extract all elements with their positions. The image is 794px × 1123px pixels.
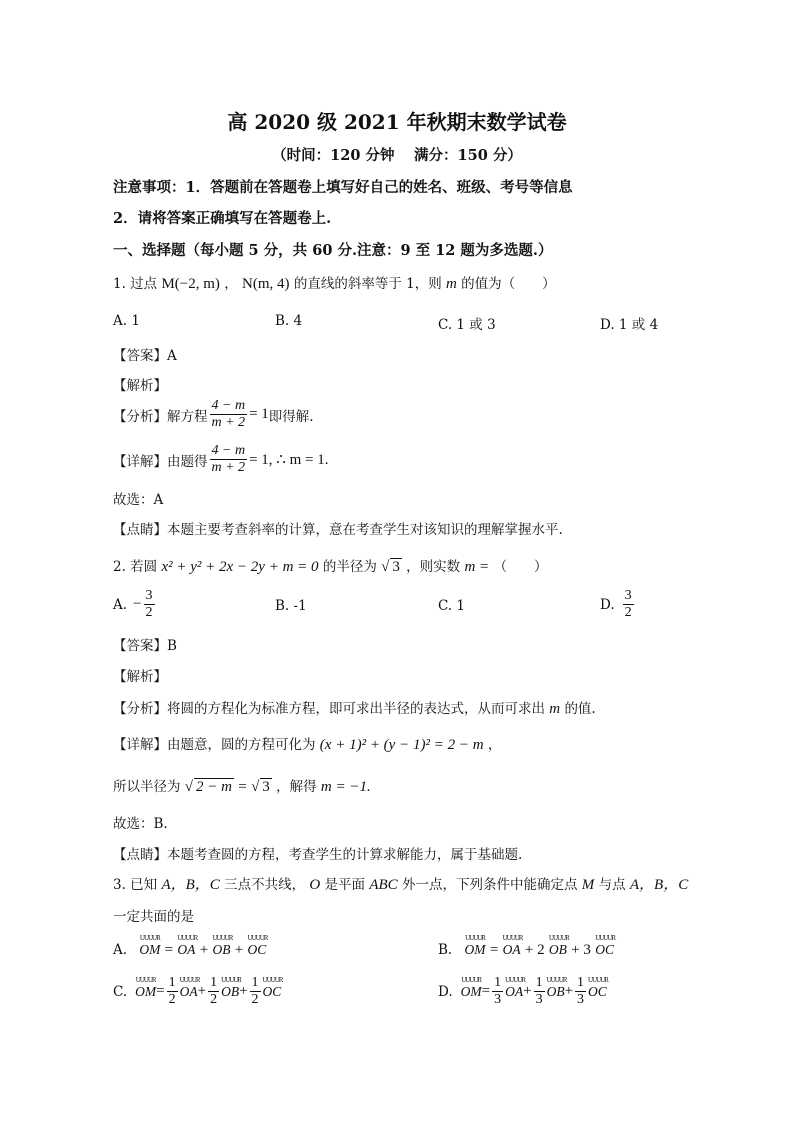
q1-xiangjie-fraction	[210, 443, 248, 476]
q2-guxuan: 故选：B.	[113, 816, 168, 832]
q3-d-eq: =	[481, 983, 491, 999]
vector-oc-label: OC	[588, 983, 607, 999]
q1-fenxi-fraction	[210, 398, 248, 431]
frac-num: 1	[168, 975, 176, 990]
q3-opt-a-prefix: A.	[113, 942, 128, 958]
q2-option-d	[600, 588, 636, 621]
vector-om	[460, 975, 482, 1000]
q1-option-b: B. 4	[275, 313, 303, 329]
vector-ob	[548, 934, 569, 958]
q2-xiangjie-tail: ，	[487, 737, 502, 753]
vector-oc	[588, 975, 608, 1000]
q1-comma: ，	[224, 276, 238, 292]
q2-opt-d-num: 3	[624, 588, 632, 603]
q3-c-half-2	[208, 975, 219, 1008]
vector-om	[464, 934, 486, 958]
q3-c-half-3	[250, 975, 261, 1008]
q1-var-m: m	[446, 276, 457, 292]
q1-xiangjie	[113, 443, 328, 476]
vector-ob	[221, 975, 241, 1000]
q1-stem-b: 的直线的斜率等于 1，则	[293, 276, 442, 292]
vector-om-label: OM	[464, 942, 486, 957]
frac-num: 1	[577, 975, 585, 990]
vector-arrow-glyph: UUUUR	[595, 934, 616, 942]
q2-radius: 3	[392, 559, 400, 575]
vector-arrow-glyph: UUUUR	[135, 975, 156, 984]
vector-arrow-glyph: UUUUR	[247, 934, 268, 942]
q1-xiangjie-frac-num: 4 − m	[211, 443, 246, 458]
q2-xiangjie	[113, 733, 501, 754]
q3-line1-d: 外一点，下列条件中能确定点	[401, 877, 578, 893]
q2-opt-a-prefix: A.	[113, 596, 128, 613]
vector-arrow-glyph: UUUUR	[502, 934, 523, 942]
vector-arrow-glyph: UUUUR	[139, 934, 160, 942]
frac-den: 2	[168, 992, 176, 1007]
q2-stem-c: ，则实数	[406, 559, 461, 575]
vector-om-label: OM	[460, 983, 482, 999]
q1-option-c: C. 1 或 3	[438, 317, 496, 333]
q2-suoyi-label: 所以半径为	[113, 779, 181, 795]
q2-fenxi-tail: 的值.	[564, 701, 596, 717]
q3-a-eq: =	[164, 942, 174, 958]
vector-ob	[212, 934, 233, 958]
q3-d-third-1	[492, 975, 503, 1008]
q3-o: O	[309, 877, 321, 893]
frac-den: 3	[494, 992, 502, 1007]
q2-stem-b: 的半径为	[322, 559, 377, 575]
vector-ob-label: OB	[221, 983, 240, 999]
frac-num: 1	[494, 975, 502, 990]
q3-c-plus-1: +	[197, 983, 207, 999]
vector-arrow-glyph: UUUUR	[546, 975, 567, 984]
q3-d-plus-2: +	[564, 983, 574, 999]
q2-dianjing: 【点睛】本题考查圆的方程，考查学生的计算求解能力，属于基础题.	[113, 847, 523, 863]
vector-om-label: OM	[139, 942, 161, 957]
vector-arrow-glyph: UUUUR	[588, 975, 608, 984]
q2-opt-a-num: 3	[145, 588, 153, 603]
q2-stem	[113, 555, 547, 576]
vector-oc	[247, 934, 268, 958]
q2-jiexi: 【解析】	[113, 669, 167, 685]
q3-c-plus-2: +	[239, 983, 248, 999]
q3-line1-a: 3. 已知	[113, 877, 158, 893]
q1-option-d: D. 1 或 4	[600, 317, 659, 333]
q3-line1-b: 三点不共线，	[224, 877, 306, 893]
vector-oc-label: OC	[262, 983, 282, 999]
q1-point-m: M(−2, m)	[161, 276, 220, 292]
q1-guxuan: 故选：A	[113, 492, 164, 508]
q2-suoyi-tail: ，解得	[276, 779, 317, 795]
q3-b-plus-2: + 2	[524, 942, 545, 958]
vector-ob-label: OB	[546, 983, 565, 999]
q2-stem-a: 2. 若圆	[113, 559, 158, 575]
vector-ob-label: OB	[212, 942, 231, 957]
q2-opt-a-den: 2	[145, 605, 153, 620]
exam-subtitle: （时间：120 分钟 满分：150 分）	[272, 147, 522, 164]
vector-oa	[502, 934, 523, 958]
q2-option-a	[113, 588, 157, 621]
q2-suoyi-result: m = −1.	[320, 779, 371, 795]
q3-d-plus-1: +	[523, 983, 532, 999]
vector-arrow-glyph: UUUUR	[262, 975, 283, 984]
q1-fenxi	[113, 398, 314, 431]
q3-stem-line-2: 一定共面的是	[113, 909, 194, 925]
q2-fenxi	[113, 697, 596, 718]
vector-oa-label: OA	[177, 942, 196, 957]
q1-stem-a: 1. 过点	[113, 276, 158, 292]
q3-stem-line-1	[113, 873, 688, 894]
exam-title: 高 2020 级 2021 年秋期末数学试卷	[227, 110, 567, 134]
vector-arrow-glyph: UUUUR	[465, 934, 485, 942]
q3-d-third-2	[534, 975, 545, 1008]
q3-abc: A，B，C	[161, 877, 220, 893]
q2-opt-d-prefix: D.	[600, 596, 615, 613]
q2-equation: x² + y² + 2x − 2y + m = 0	[161, 559, 319, 575]
q2-opt-d-fraction	[623, 588, 634, 621]
section-heading: 一、选择题（每小题 5 分，共 60 分.注意：9 至 12 题为多选题.）	[113, 242, 553, 259]
q3-abc-2: A，B，C	[629, 877, 689, 893]
q3-line1-e: 与点	[598, 877, 626, 893]
q1-fenxi-frac-num: 4 − m	[211, 398, 246, 413]
q1-fenxi-frac-den: m + 2	[211, 415, 246, 430]
q2-suoyi-radicand-1: 2 − m	[196, 779, 232, 795]
vector-arrow-glyph: UUUUR	[221, 975, 241, 984]
notice-line-1: 注意事项：1．答题前在答题卷上填写好自己的姓名、班级、考号等信息	[113, 179, 573, 196]
q1-xiangjie-label: 【详解】由题得	[113, 453, 208, 470]
q2-stem-d: （ ）	[493, 559, 548, 575]
q3-option-b	[438, 934, 616, 959]
vector-arrow-glyph: UUUUR	[177, 934, 198, 942]
vector-om-label: OM	[135, 983, 157, 999]
frac-den: 3	[535, 992, 543, 1007]
frac-num: 1	[251, 975, 259, 990]
vector-oa	[505, 975, 525, 1000]
vector-oc	[595, 934, 616, 958]
frac-num: 1	[535, 975, 543, 990]
q2-answer: 【答案】B	[113, 638, 177, 654]
q2-fenxi-var: m	[549, 701, 561, 717]
q1-dianjing: 【点睛】本题主要考查斜率的计算，意在考查学生对该知识的理解掌握水平.	[113, 522, 563, 538]
q3-a-plus-2: +	[234, 942, 244, 958]
q3-c-half-1	[167, 975, 178, 1008]
vector-oc-label: OC	[595, 942, 614, 957]
q2-xiangjie-eq: (x + 1)² + (y − 1)² = 2 − m	[319, 737, 484, 753]
q2-suoyi-sqrt-2: √ 3	[251, 779, 270, 795]
vector-om	[135, 975, 157, 1000]
q1-xiangjie-frac-den: m + 2	[211, 460, 246, 475]
vector-oa	[177, 934, 198, 958]
q3-opt-c-prefix: C.	[113, 983, 128, 1000]
q2-radius-sqrt: √ 3	[381, 559, 400, 575]
q3-a-plus-1: +	[199, 942, 209, 958]
vector-arrow-glyph: UUUUR	[179, 975, 200, 984]
frac-den: 2	[210, 992, 218, 1007]
vector-oa-label: OA	[179, 983, 198, 999]
q2-opt-a-fraction	[144, 588, 155, 621]
frac-den: 2	[251, 992, 259, 1007]
q1-point-n: N(m, 4)	[242, 276, 290, 292]
vector-oc-label: OC	[247, 942, 267, 957]
q3-option-c	[113, 975, 281, 1008]
q3-m: M	[581, 877, 595, 893]
q3-b-eq: =	[489, 942, 499, 958]
q1-stem	[113, 272, 556, 293]
q1-fenxi-eq: = 1	[249, 406, 269, 422]
q2-var-m: m =	[464, 559, 490, 575]
vector-arrow-glyph: UUUUR	[505, 975, 525, 984]
q1-stem-c: 的值为（ ）	[461, 276, 556, 292]
vector-oa	[179, 975, 200, 1000]
q2-fenxi-text: 【分析】将圆的方程化为标准方程，即可求出半径的表达式，从而可求出	[113, 701, 545, 717]
q2-suoyi-sqrt-1: √ 2 − m	[184, 779, 232, 795]
q1-xiangjie-eq: = 1, ∴ m = 1.	[249, 452, 329, 468]
q3-option-d	[438, 975, 607, 1008]
vector-om	[139, 934, 161, 958]
q1-fenxi-label: 【分析】解方程	[113, 408, 208, 425]
q3-line1-c: 是平面	[324, 877, 366, 893]
q2-option-b: B. -1	[275, 598, 307, 614]
vector-oc	[262, 975, 283, 1000]
q3-c-eq: =	[156, 983, 165, 999]
q2-suoyi-radicand-2: 3	[262, 779, 270, 795]
vector-arrow-glyph: UUUUR	[548, 934, 569, 942]
q2-xiangjie-label: 【详解】由题意，圆的方程可化为	[113, 737, 316, 753]
q3-opt-d-prefix: D.	[438, 983, 453, 1000]
vector-oa-label: OA	[505, 983, 524, 999]
q1-answer: 【答案】A	[113, 348, 177, 364]
vector-ob-label: OB	[548, 942, 567, 957]
q1-option-a: A. 1	[113, 313, 140, 329]
q2-suoyi	[113, 775, 371, 796]
q1-jiexi: 【解析】	[113, 378, 167, 394]
vector-arrow-glyph: UUUUR	[461, 975, 482, 984]
q3-option-a	[113, 934, 268, 959]
q2-opt-a-sign: −	[133, 596, 142, 612]
q2-opt-d-den: 2	[624, 605, 632, 620]
q2-option-c: C. 1	[438, 598, 466, 614]
notice-line-2: 2．请将答案正确填写在答题卷上.	[113, 210, 332, 227]
vector-arrow-glyph: UUUUR	[212, 934, 233, 942]
vector-ob	[546, 975, 567, 1000]
q3-d-third-3	[575, 975, 586, 1008]
frac-den: 3	[577, 992, 585, 1007]
q3-b-plus-3: + 3	[571, 942, 591, 958]
q1-fenxi-tail: 即得解.	[268, 408, 314, 425]
q2-suoyi-eq: =	[238, 779, 247, 795]
q3-plane: ABC	[369, 877, 398, 893]
frac-num: 1	[210, 975, 218, 990]
q3-opt-b-prefix: B.	[438, 942, 453, 958]
vector-oa-label: OA	[502, 942, 521, 957]
